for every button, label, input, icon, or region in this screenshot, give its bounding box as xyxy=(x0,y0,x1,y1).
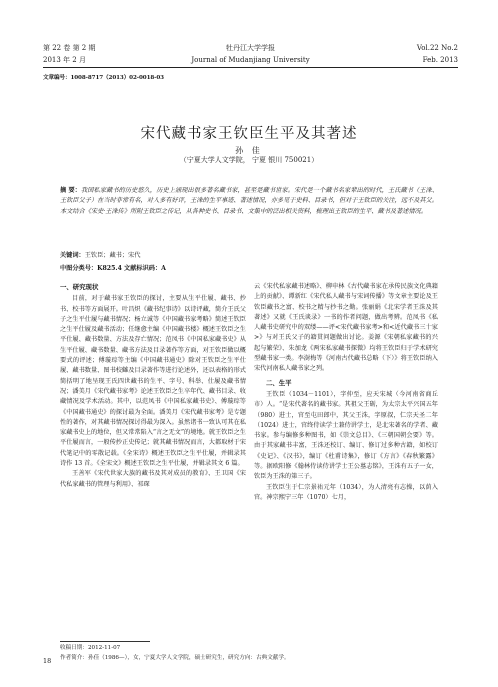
author-name: 孙 佳 xyxy=(235,146,263,155)
volume-issue-cn: 第 22 卷 第 2 期 xyxy=(43,44,96,52)
date-cn: 2013 年 2 月 xyxy=(43,56,86,64)
classification-text: 中图分类号：K825.4 文献标识码：A xyxy=(60,265,166,272)
body-paragraph: 王钦臣生于仁宗景祐元年（1034），为人清亮有志操，以荫入官。神宗熙宁三年（1070）七月， xyxy=(254,483,438,501)
footnote-author-bio: 作者简介：孙佳（1986—），女，宁夏大学人文学院，硕士研究生，研究方向：古典文献学。 xyxy=(60,655,290,661)
article-number: 文章编号：1008-8717（2013）02-0018-03 xyxy=(43,75,164,81)
classification-codes xyxy=(60,263,166,272)
abstract-text: 我国私家藏书的历史悠久，历史上涌现出很多著名藏书家，甚至是藏书世家。宋代是一个藏书名家辈出的时代，王氏藏书（王洙、王钦臣父子）在当时非常有名，对人多有好评，王洙的生平事迹、著述情况，亦多见于史料、目录书，但对于王钦臣的关注，远不及其父。本文结合《宋史·王洙传》所附王钦臣之传记，从各种史书、目录书、文集中的泛出相关资料，梳理出王钦臣的生平、藏书及著述情况。 xyxy=(60,187,439,215)
section-heading-research-status: 一、研究现状 xyxy=(60,283,99,291)
date-en: Feb. 2013 xyxy=(422,56,458,64)
body-paragraph: 王善军《宋代世家大族的藏书及其对成员的教育》、王卫国《宋代私家藏书的管理与利用》、祁琛 xyxy=(60,470,246,488)
right-column xyxy=(254,282,438,503)
body-paragraph: 目前，对于藏书家王钦臣的探讨，主要从生平仕履、藏书、抄书、校书等方面展开。叶昌炽《藏书纪事诗》以诗评藏，简介王氏父子之生平仕履与藏书情况；杨立诚等《中国藏书家考略》简述王钦臣之生平仕履及藏书活动；任继愈主编《中国藏书楼》概述王钦臣之生平仕履、藏书数量、方法及存亡情况；范凤书《中国私家藏书史》从生平仕履、藏书数量、藏书方法及目录著作等方面，对王钦臣做以概要式的评述；傅璇琮等主编《中国藏书通史》除对王钦臣之生平仕履、藏书数量、图书校雠及目录著作等进行论述外，还以表格的形式简括明了地呈现王氏四世藏书的生平、字号、科举、仕履及藏书情况；潘美月《宋代藏书家考》论述王钦臣之生卒年代、藏书目录、收藏情况及学术活动。其中，以范凤书《中国私家藏书史》、傅璇琮等《中国藏书通史》的探讨最为全面。潘美月《宋代藏书家考》是专题性的著作，对其藏书情况探讨得最为深入。虽然诸书一致认可其在私家藏书史上的地位，但又常常陷入“言之无文”的境地。就王钦臣之生平仕履而言，一般传抄正史传记；就其藏书情况而言，大都取材于宋代笔记中的零散记载。《全宋诗》概述王钦臣之生平仕履，并辑录其诗作 13 首。《全宋文》概述王钦臣之生平仕履，并辑录其文 6 篇。 xyxy=(60,295,246,468)
section-heading-biography: 二、生平 xyxy=(266,378,292,387)
volume-issue-en: Vol.22 No.2 xyxy=(416,44,458,52)
page-number: 18 xyxy=(43,657,52,665)
paper-title: 宋代藏书家王钦臣生平及其著述 xyxy=(140,126,358,142)
footnote-received-date: 收稿日期：2012-11-07 xyxy=(60,645,121,651)
body-paragraph: 王钦臣（1034－1101），字仲至，应天宋城（今河南省商丘市）人。“是宋代著名的藏书家。其祖父王砺，为太宗太平兴国五年（980）进士，官至屯田郎中，其父王洙，字原叔，仁宗天圣二年（1024）进士，官终侍读学士兼侍讲学士，是北宋著名的学者、藏书家。参与编修多种图书，如《崇文总目》、《三朝国朝会要》等。由于其家藏书丰富，王洙还校订、编订、修订过多种古籍，如校订《史记》、《汉书》，编订《杜甫诗集》，修订《方言》《春秋繁露》等。据欧阳修《翰林侍读侍讲学士王公墓志铭》，王洙有五子一女，钦臣为王洙的第三子。 xyxy=(254,390,438,481)
header-rule xyxy=(43,67,458,68)
abstract xyxy=(60,186,438,217)
keywords-label: 关键词： xyxy=(60,252,85,259)
journal-name-en: Journal of Mudanjiang University xyxy=(191,56,310,64)
abstract-label: 摘 要： xyxy=(60,187,82,194)
footnote-rule xyxy=(60,641,150,642)
keywords xyxy=(60,250,140,259)
left-column xyxy=(60,282,246,490)
journal-name-cn: 牡丹江大学学报 xyxy=(226,44,275,52)
keywords-text: 王钦臣；藏书；宋代 xyxy=(84,252,141,259)
author-affiliation: （宁夏大学人文学院， 宁夏 银川 750021） xyxy=(179,156,319,164)
body-paragraph: 云《宋代私家藏书述略》、柳申林《古代藏书家在承传民族文化典籍上的贡献》、谭新红《宋代私人藏书与宋词传播》等文章主要论及王钦臣藏书之富、校书之精与抄书之勤。张丽娟《北宋学者王洙及其著述》又就《王氏谈录》一书的作者问题，做出考辨。范凤书《私人藏书史研究中的双缕——评<宋代藏书家考>和<近代藏书三十家>》与对王氏父子的籍贯问题做出讨论。姜源《宋朝私家藏书的兴起与繁荣》、朱加龙《两宋私家藏书探微》均将王钦臣归于学术研究型藏书家一类。李澍梅等《河南古代藏书总略（下）》将王钦臣纳入宋代河南私人藏书家之列。 xyxy=(254,283,438,373)
